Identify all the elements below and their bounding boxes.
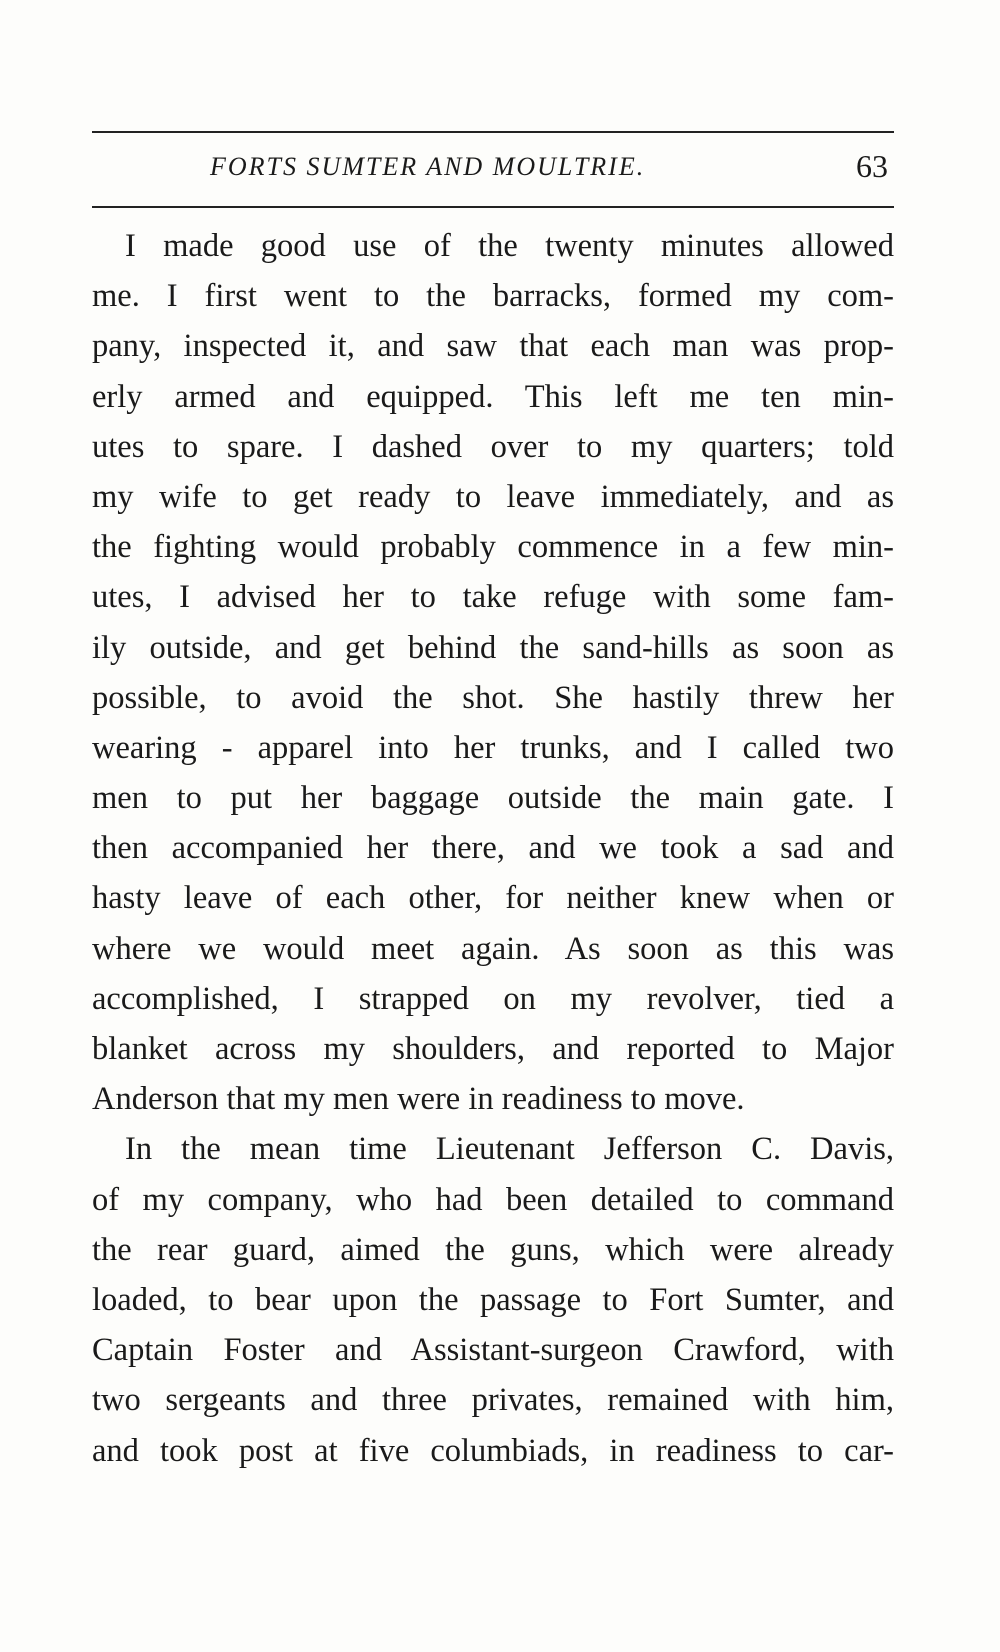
text-line: utes, I advised her to take refuge with some fam-	[92, 579, 894, 616]
header-bottom-rule	[92, 206, 894, 208]
running-head	[92, 148, 894, 194]
text-line: possible, to avoid the shot. She hastily threw her	[92, 679, 894, 716]
running-title: FORTS SUMTER AND MOULTRIE.	[210, 152, 646, 181]
text-line: where we would meet again. As soon as this was	[92, 930, 894, 967]
text-line: then accompanied her there, and we took a sad and	[92, 830, 894, 867]
paragraph-1	[92, 221, 894, 1124]
text-line: utes to spare. I dashed over to my quarters; told	[92, 428, 894, 465]
text-line: the fighting would probably commence in a few min-	[92, 529, 894, 566]
text-line: men to put her baggage outside the main gate. I	[92, 780, 894, 817]
paragraph-2	[92, 1124, 894, 1475]
text-line: the rear guard, aimed the guns, which were already	[92, 1231, 894, 1268]
text-line: ily outside, and get behind the sand-hills as soon as	[92, 629, 894, 666]
text-line: Anderson that my men were in readiness to move.	[92, 1081, 745, 1118]
text-line: wearing - apparel into her trunks, and I called two	[92, 729, 894, 766]
body-text	[92, 221, 894, 1476]
text-line: I made good use of the twenty minutes allowed	[125, 228, 894, 264]
text-line: two sergeants and three privates, remained with him,	[92, 1382, 894, 1419]
text-line: accomplished, I strapped on my revolver, tied a	[92, 980, 894, 1017]
text-line: blanket across my shoulders, and reported to Major	[92, 1031, 894, 1067]
text-line: pany, inspected it, and saw that each man was prop-	[92, 328, 894, 365]
text-line: my wife to get ready to leave immediately, and as	[92, 478, 894, 515]
text-line: loaded, to bear upon the passage to Fort Sumter, and	[92, 1281, 894, 1318]
text-line: Captain Foster and Assistant-surgeon Crawford, with	[92, 1332, 894, 1369]
text-line: hasty leave of each other, for neither knew when or	[92, 880, 894, 917]
text-line: and took post at five columbiads, in readiness to car-	[92, 1432, 894, 1469]
page-number: 63	[856, 148, 888, 184]
text-line: In the mean time Lieutenant Jefferson C. Davis,	[125, 1131, 894, 1168]
header-top-rule	[92, 131, 894, 133]
text-line: me. I first went to the barracks, formed my com-	[92, 278, 894, 315]
text-line: of my company, who had been detailed to command	[92, 1181, 894, 1218]
text-line: erly armed and equipped. This left me ten min-	[92, 378, 894, 415]
